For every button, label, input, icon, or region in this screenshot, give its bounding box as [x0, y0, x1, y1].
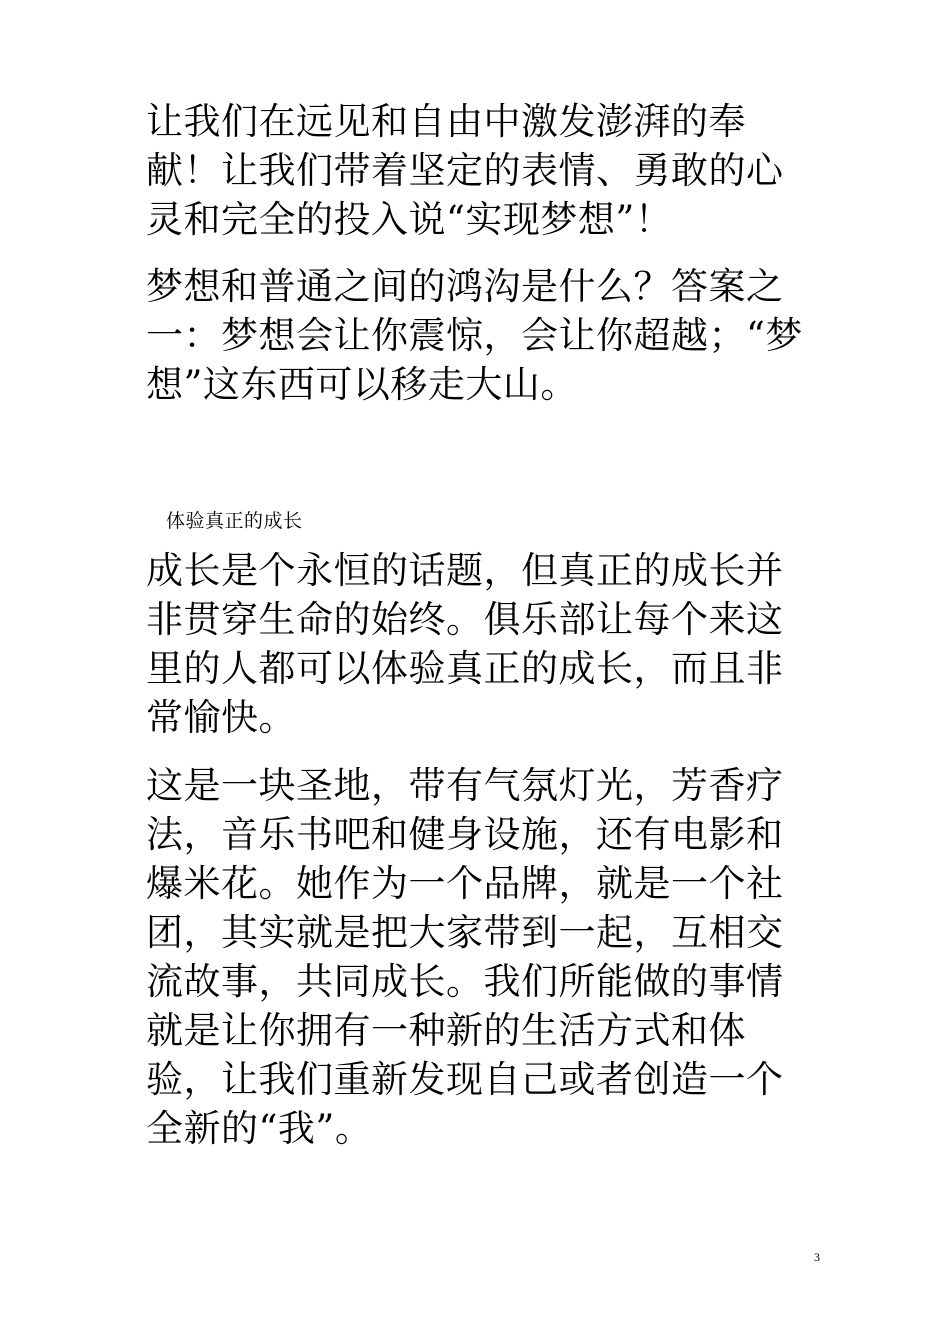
paragraph-dream-dedication: 让我们在远见和自由中激发澎湃的奉献！让我们带着坚定的表情、勇敢的心灵和完全的投入说“实现梦想”！ — [146, 100, 784, 241]
paragraph-dream-gap: 梦想和普通之间的鸿沟是什么？答案之一：梦想会让你震惊，会让你超越；“梦想”这东西可以移走大山。 — [146, 265, 803, 406]
page-number: 3 — [814, 1250, 820, 1264]
paragraph-growth: 成长是个永恒的话题，但真正的成长并非贯穿生命的始终。俱乐部让每个来这里的人都可以体验真正的成长，而且非常愉快。 — [146, 549, 784, 739]
paragraph-sanctuary: 这是一块圣地，带有气氛灯光，芳香疗法，音乐书吧和健身设施，还有电影和爆米花。她作为一个品牌，就是一个社团，其实就是把大家带到一起，互相交流故事，共同成长。我们所能做的事情就是让你拥有一种新的生活方式和体验，让我们重新发现自己或者创造一个全新的“我”。 — [146, 764, 784, 1150]
section-subheading: 体验真正的成长 — [166, 510, 303, 532]
